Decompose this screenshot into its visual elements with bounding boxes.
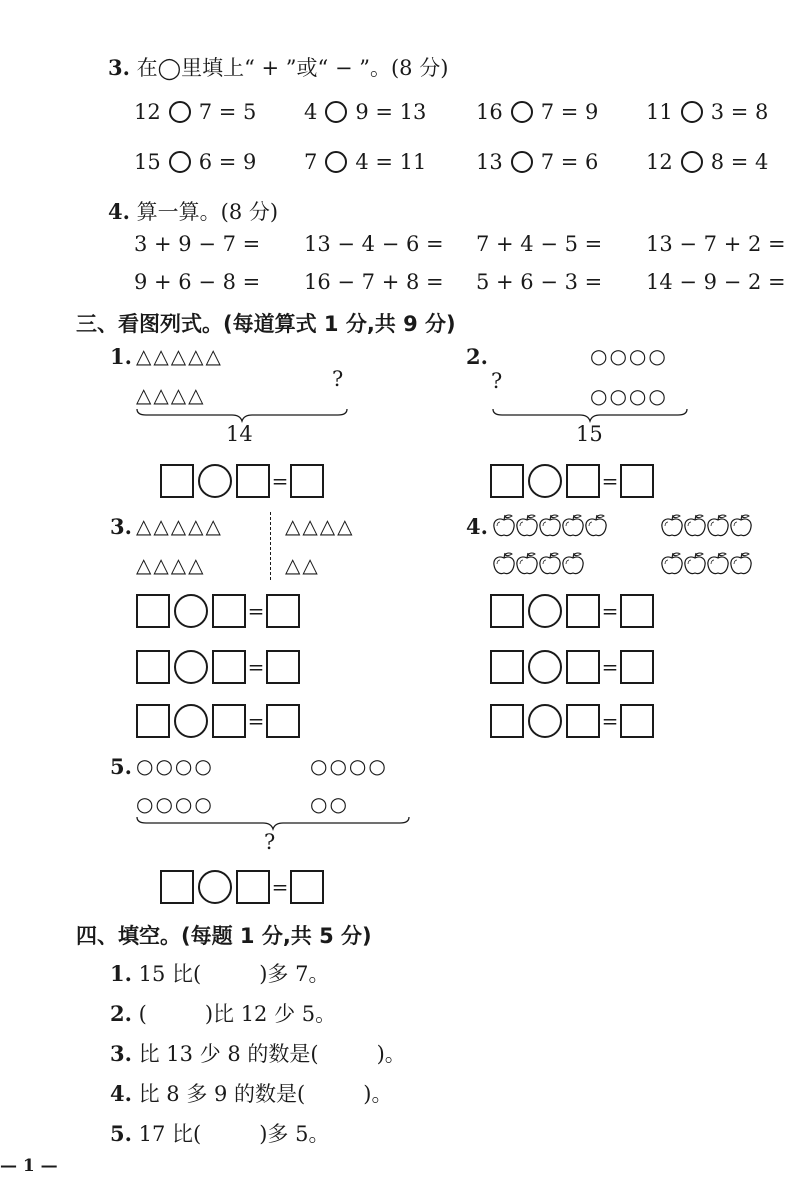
p2-question: ?: [491, 369, 503, 393]
operator-circle[interactable]: [174, 594, 208, 628]
p1-brace: [136, 408, 348, 422]
fill-blank-item: [110, 958, 329, 988]
p3-right-row2: △△: [285, 553, 320, 577]
q3-item: [476, 150, 598, 174]
answer-box[interactable]: [620, 464, 654, 498]
q3-remainder: 3 = 8: [710, 100, 769, 124]
equals-sign: =: [247, 599, 265, 623]
p2-circles-row2: ○○○○: [590, 384, 668, 408]
equals-sign: =: [247, 709, 265, 733]
item-text-after: )多 5。: [259, 1122, 330, 1146]
answer-box[interactable]: [136, 704, 170, 738]
equation-template: [490, 462, 654, 500]
operator-circle[interactable]: [511, 101, 533, 123]
equals-sign: =: [601, 469, 619, 493]
equation-template: [160, 868, 324, 906]
fill-blank-item: [110, 998, 336, 1028]
answer-box[interactable]: [236, 870, 270, 904]
p3-divider: [270, 512, 271, 580]
q3-item: [476, 100, 598, 124]
q3-operand: 13: [476, 150, 503, 174]
p2-circles-row1: ○○○○: [590, 344, 668, 368]
q4-instruction: 算一算。(8 分): [136, 200, 279, 224]
p3-number: 3.: [110, 514, 132, 539]
answer-box[interactable]: [236, 464, 270, 498]
q4-expression: 14 − 9 − 2 =: [646, 270, 786, 294]
answer-box[interactable]: [290, 870, 324, 904]
equation-template: [490, 592, 654, 630]
answer-box[interactable]: [490, 704, 524, 738]
operator-circle[interactable]: [528, 704, 562, 738]
q3-remainder: 7 = 5: [198, 100, 257, 124]
fill-blank-item: [110, 1038, 406, 1068]
p1-triangles-row2: △△△△: [136, 383, 206, 407]
p1-total: 14: [226, 422, 253, 446]
p5-number: 5.: [110, 754, 132, 779]
p5-right-row2: ○○: [310, 792, 349, 816]
operator-circle[interactable]: [325, 101, 347, 123]
equation-template: [160, 462, 324, 500]
fill-blank-item: [110, 1118, 329, 1148]
operator-circle[interactable]: [169, 151, 191, 173]
q3-operand: 16: [476, 100, 503, 124]
answer-box[interactable]: [212, 704, 246, 738]
apple-icon: [706, 552, 730, 576]
answer-box[interactable]: [160, 464, 194, 498]
fill-blank-item: [110, 1078, 392, 1108]
p5-question: ?: [264, 830, 276, 854]
apple-icon: [492, 552, 516, 576]
operator-circle[interactable]: [325, 151, 347, 173]
item-number: 1.: [110, 961, 132, 986]
item-text-before: 比 8 多 9 的数是(: [138, 1082, 306, 1106]
q3-remainder: 8 = 4: [710, 150, 769, 174]
apple-icon: [683, 552, 707, 576]
section4-title: 四、填空。(每题 1 分,共 5 分): [76, 924, 372, 948]
item-number: 4.: [110, 1081, 132, 1106]
p2-brace: [492, 408, 688, 422]
q3-remainder: 6 = 9: [198, 150, 257, 174]
item-text-after: )。: [363, 1082, 393, 1106]
q3-item: [134, 150, 256, 174]
item-text-after: )。: [376, 1042, 406, 1066]
q4-heading: [108, 196, 278, 226]
q4-expression: 16 − 7 + 8 =: [304, 270, 444, 294]
operator-circle[interactable]: [681, 151, 703, 173]
q3-operand: 12: [134, 100, 161, 124]
answer-box[interactable]: [620, 704, 654, 738]
item-text-after: )比 12 少 5。: [204, 1002, 337, 1026]
q4-expression: 13 − 7 + 2 =: [646, 232, 786, 256]
equals-sign: =: [601, 709, 619, 733]
page-number: — 1 —: [0, 1156, 58, 1176]
apple-icon: [729, 514, 753, 538]
section3-title: 三、看图列式。(每道算式 1 分,共 9 分): [76, 312, 456, 336]
apple-icon: [515, 514, 539, 538]
answer-box[interactable]: [566, 650, 600, 684]
p5-brace: [136, 816, 410, 830]
answer-box[interactable]: [566, 704, 600, 738]
equation-template: [490, 648, 654, 686]
q3-instruction: 在◯里填上“ + ”或“ − ”。(8 分): [136, 56, 449, 80]
answer-box[interactable]: [266, 704, 300, 738]
answer-box[interactable]: [566, 594, 600, 628]
operator-circle[interactable]: [528, 650, 562, 684]
apple-icon: [660, 514, 684, 538]
apple-icon: [492, 514, 516, 538]
operator-circle[interactable]: [511, 151, 533, 173]
equation-template: [136, 648, 300, 686]
answer-box[interactable]: [290, 464, 324, 498]
item-text-before: 15 比(: [138, 962, 202, 986]
p1-question: ?: [332, 367, 344, 391]
answer-box[interactable]: [490, 650, 524, 684]
apple-icon: [660, 552, 684, 576]
answer-box[interactable]: [490, 594, 524, 628]
apple-icon: [683, 514, 707, 538]
equation-template: [136, 702, 300, 740]
q3-operand: 4: [304, 100, 318, 124]
operator-circle[interactable]: [174, 650, 208, 684]
answer-box[interactable]: [212, 650, 246, 684]
q4-expression: 3 + 9 − 7 =: [134, 232, 261, 256]
q3-operand: 12: [646, 150, 673, 174]
apple-icon: [561, 552, 585, 576]
q3-item: [134, 100, 256, 124]
p1-triangles-row1: △△△△△: [136, 344, 223, 368]
answer-box[interactable]: [566, 464, 600, 498]
operator-circle[interactable]: [681, 101, 703, 123]
item-number: 5.: [110, 1121, 132, 1146]
p2-total: 15: [576, 422, 603, 446]
item-text-before: 比 13 少 8 的数是(: [138, 1042, 319, 1066]
p5-left-row1: ○○○○: [136, 754, 214, 778]
q3-item: [646, 100, 768, 124]
answer-box[interactable]: [620, 594, 654, 628]
equals-sign: =: [247, 655, 265, 679]
equals-sign: =: [601, 655, 619, 679]
answer-box[interactable]: [136, 594, 170, 628]
answer-box[interactable]: [160, 870, 194, 904]
p3-right-row1: △△△△: [285, 514, 355, 538]
q3-item: [646, 150, 768, 174]
apple-icon: [561, 514, 585, 538]
p5-right-row1: ○○○○: [310, 754, 388, 778]
operator-circle[interactable]: [169, 101, 191, 123]
apple-icon: [538, 514, 562, 538]
item-text-after: )多 7。: [259, 962, 330, 986]
equals-sign: =: [271, 469, 289, 493]
item-number: 3.: [110, 1041, 132, 1066]
p3-left-row1: △△△△△: [136, 514, 223, 538]
apple-icon: [538, 552, 562, 576]
item-text-before: 17 比(: [138, 1122, 202, 1146]
q3-remainder: 7 = 6: [540, 150, 599, 174]
answer-box[interactable]: [266, 594, 300, 628]
q3-operand: 7: [304, 150, 318, 174]
equation-template: [490, 702, 654, 740]
item-text-before: (: [138, 1002, 147, 1026]
apple-icon: [515, 552, 539, 576]
apple-icon: [729, 552, 753, 576]
item-number: 2.: [110, 1001, 132, 1026]
answer-box[interactable]: [620, 650, 654, 684]
q3-remainder: 7 = 9: [540, 100, 599, 124]
q3-remainder: 4 = 11: [355, 150, 427, 174]
operator-circle[interactable]: [198, 870, 232, 904]
equals-sign: =: [601, 599, 619, 623]
p2-number: 2.: [466, 344, 488, 369]
apple-icon: [584, 514, 608, 538]
q4-expression: 9 + 6 − 8 =: [134, 270, 261, 294]
q3-remainder: 9 = 13: [355, 100, 427, 124]
equation-template: [136, 592, 300, 630]
answer-box[interactable]: [490, 464, 524, 498]
q4-number: 4.: [108, 199, 130, 224]
answer-box[interactable]: [212, 594, 246, 628]
q3-operand: 15: [134, 150, 161, 174]
q4-expression: 7 + 4 − 5 =: [476, 232, 603, 256]
equals-sign: =: [271, 875, 289, 899]
q4-expression: 5 + 6 − 3 =: [476, 270, 603, 294]
apple-icon: [706, 514, 730, 538]
answer-box[interactable]: [136, 650, 170, 684]
p4-number: 4.: [466, 514, 488, 539]
p1-number: 1.: [110, 344, 132, 369]
q3-heading: [108, 52, 448, 82]
q3-item: [304, 100, 426, 124]
operator-circle[interactable]: [198, 464, 232, 498]
p3-left-row2: △△△△: [136, 553, 206, 577]
q3-operand: 11: [646, 100, 673, 124]
operator-circle[interactable]: [528, 594, 562, 628]
operator-circle[interactable]: [174, 704, 208, 738]
q4-expression: 13 − 4 − 6 =: [304, 232, 444, 256]
answer-box[interactable]: [266, 650, 300, 684]
p5-left-row2: ○○○○: [136, 792, 214, 816]
operator-circle[interactable]: [528, 464, 562, 498]
q3-item: [304, 150, 426, 174]
q3-number: 3.: [108, 55, 130, 80]
